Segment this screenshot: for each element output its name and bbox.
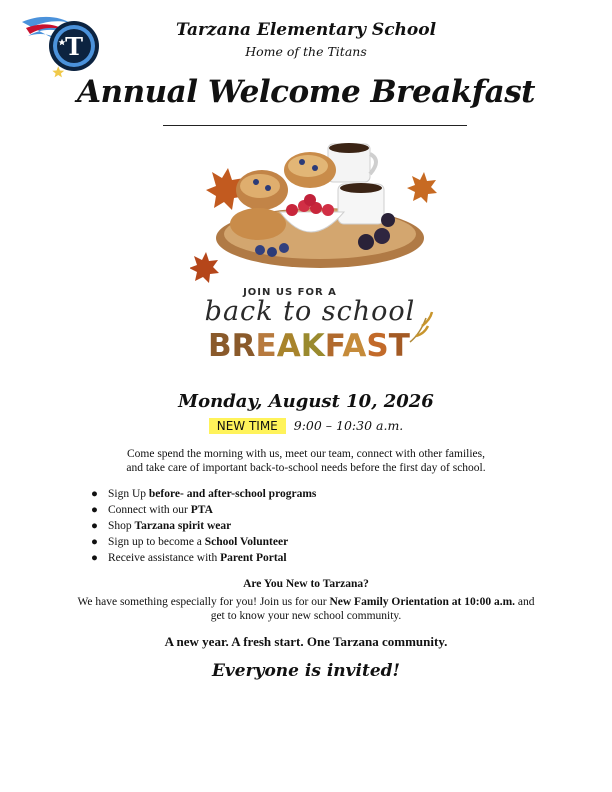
bullet-icon: ● xyxy=(91,520,98,532)
list-item-text: Connect with our xyxy=(108,504,191,516)
school-name: Tarzana Elementary School xyxy=(175,20,437,40)
breakfast-letter: B xyxy=(208,328,232,364)
activities-list xyxy=(88,486,528,566)
school-tagline: Home of the Titans xyxy=(245,44,367,59)
list-item-text: Receive assistance with xyxy=(108,552,221,564)
list-item-text: Sign up to become a xyxy=(108,536,205,548)
breakfast-letter: E xyxy=(255,328,277,364)
title-divider xyxy=(163,125,467,126)
event-time-row xyxy=(0,418,612,433)
bullet-icon: ● xyxy=(91,504,98,516)
event-date: Monday, August 10, 2026 xyxy=(178,391,434,412)
breakfast-letter: F xyxy=(324,328,343,364)
intro-paragraph xyxy=(70,447,542,475)
breakfast-letter: R xyxy=(231,328,256,364)
event-title: Annual Welcome Breakfast xyxy=(77,74,535,110)
orientation-emphasis: New Family Orientation at 10:00 a.m. xyxy=(329,596,516,608)
list-item-emphasis: before- and after-school programs xyxy=(148,488,317,500)
list-item xyxy=(88,550,528,566)
slogan: A new year. A fresh start. One Tarzana community. xyxy=(164,634,448,649)
breakfast-wordmark xyxy=(208,328,418,364)
list-item-text: Sign Up xyxy=(108,488,149,500)
back-to-school-text: back to school xyxy=(204,296,416,327)
invitation-text: Everyone is invited! xyxy=(211,661,401,681)
list-item xyxy=(88,534,528,550)
bullet-icon: ● xyxy=(91,536,98,548)
intro-line: Come spend the morning with us, meet our team, connect with other families, xyxy=(126,448,486,460)
breakfast-letter: A xyxy=(276,328,301,364)
breakfast-letter: K xyxy=(300,328,325,364)
list-item xyxy=(88,502,528,518)
new-families-text-end: and get to know your new school community. xyxy=(210,596,535,622)
breakfast-letter: A xyxy=(342,328,367,364)
list-item xyxy=(88,518,528,534)
list-item-emphasis: School Volunteer xyxy=(204,536,289,548)
new-families-text: We have something especially for you! Join us for our xyxy=(77,596,330,608)
list-item-emphasis: PTA xyxy=(190,504,213,516)
intro-line: and take care of important back-to-school needs before the first day of school. xyxy=(126,462,486,474)
list-item-emphasis: Tarzana spirit wear xyxy=(134,520,232,532)
list-item xyxy=(88,486,528,502)
event-time: 9:00 – 10:30 a.m. xyxy=(293,418,404,433)
join-us-text: JOIN US FOR A xyxy=(243,287,337,298)
bullet-icon: ● xyxy=(91,488,98,500)
bullet-icon: ● xyxy=(91,552,98,564)
new-time-badge: NEW TIME xyxy=(209,418,286,434)
breakfast-letter: S xyxy=(366,328,389,364)
list-item-text: Shop xyxy=(108,520,135,532)
new-families-paragraph xyxy=(70,595,542,623)
breakfast-letter: T xyxy=(388,328,410,364)
list-item-emphasis: Parent Portal xyxy=(220,552,287,564)
new-families-heading: Are You New to Tarzana? xyxy=(243,578,369,590)
svg-text:T: T xyxy=(65,32,83,61)
